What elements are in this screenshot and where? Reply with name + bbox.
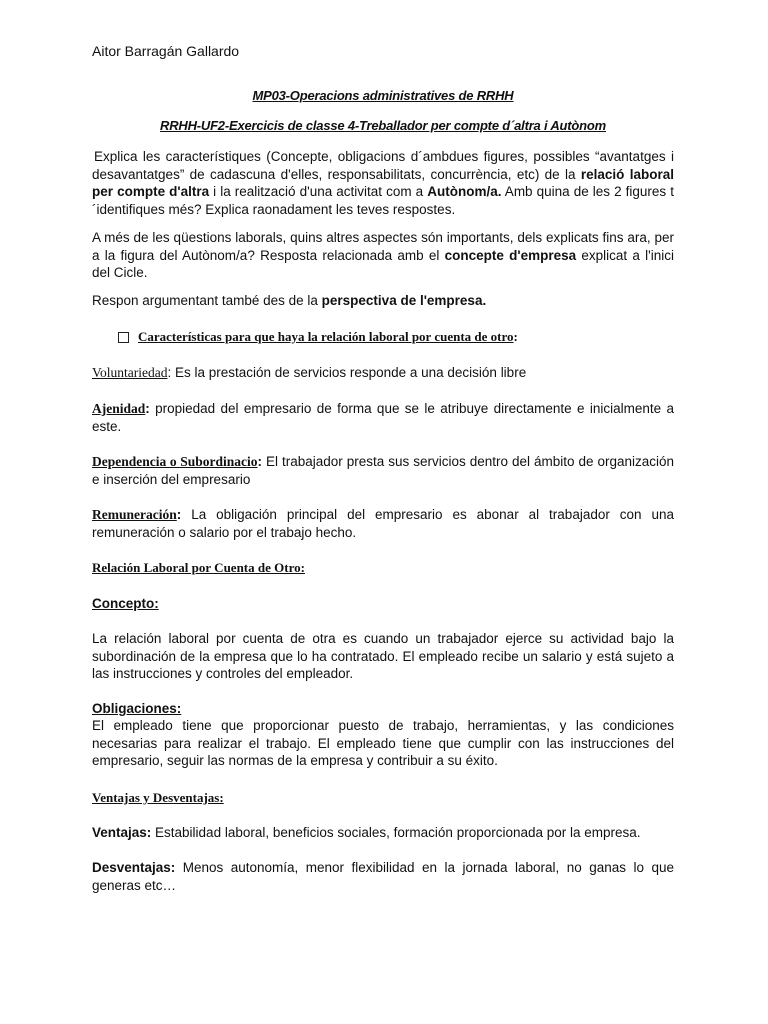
characteristic-term: Ajenidad	[92, 401, 146, 416]
intro-text: A més de les qüestions laborals, quins altres aspectes són importants, dels explicats fins ara, per a la figura del Autònom/a? Resposta relacionada amb el	[92, 230, 674, 263]
ventajas-label: Ventajas:	[92, 825, 152, 840]
intro-bold: perspectiva de l'empresa.	[321, 293, 487, 308]
characteristic-term: Dependencia o Subordinacio	[92, 454, 258, 469]
author-name: Aitor Barragán Gallardo	[92, 43, 240, 59]
intro-text: i la realització d'una activitat com a	[209, 184, 428, 199]
characteristics-heading: Características para que haya la relación laboral por cuenta de otro	[138, 329, 514, 344]
characteristic-item	[92, 400, 674, 435]
intro-paragraph-2	[92, 229, 674, 282]
intro-bold: Autònom/a.	[427, 184, 502, 199]
intro-bold: concepte d'empresa	[444, 247, 577, 263]
characteristic-sep: :	[176, 507, 192, 522]
intro-bold: relació laboral per compte d'altra	[92, 166, 674, 199]
obligaciones-text: El empleado tiene que proporcionar puesto de trabajo, herramientas, y las condiciones necesarias para realizar el trabajo. El empleado tiene que cumplir con las instrucciones del empresario, seguir las normas de la empresa y contribuir a su éxito.	[92, 718, 674, 768]
intro-paragraph-1	[92, 148, 674, 218]
characteristic-sep: :	[145, 401, 156, 416]
characteristic-item	[92, 453, 674, 488]
characteristic-sep: :	[167, 365, 175, 380]
checkbox-bullet-icon	[118, 332, 129, 343]
ventajas-item	[92, 824, 674, 842]
desventajas-label: Desventajas:	[92, 860, 176, 875]
characteristic-term: Voluntariedad	[92, 365, 168, 380]
exercise-title: RRHH-UF2-Exercicis de classe 4-Treballador per compte d´altra i Autònom	[160, 118, 606, 133]
concepto-heading: Concepto:	[92, 596, 159, 611]
relacion-heading: Relación Laboral por Cuenta de Otro:	[92, 560, 305, 575]
ventajas-text: Estabilidad laboral, beneficios sociales, formación proporcionada por la empresa.	[151, 825, 641, 840]
concepto-text: La relación laboral por cuenta de otra es cuando un trabajador ejerce su actividad bajo la subordinación de la empresa que lo ha contratado. El empleado recibe un salario y está sujeto a las instrucciones y controles del empleador.	[92, 631, 674, 681]
characteristics-heading-colon: :	[513, 329, 518, 344]
characteristic-text: propiedad del empresario de forma que se le atribuye directamente e inicialmente a este.	[92, 401, 674, 434]
characteristic-item	[92, 364, 674, 382]
intro-text: explicat a l'inici del Cicle.	[92, 247, 674, 280]
obligaciones-heading: Obligaciones:	[92, 701, 182, 716]
module-title: MP03-Operacions administratives de RRHH	[252, 88, 514, 103]
intro-paragraph-3	[92, 292, 674, 310]
characteristic-text: Es la prestación de servicios responde a una decisión libre	[175, 365, 527, 380]
desventajas-text: Menos autonomía, menor flexibilidad en la jornada laboral, no ganas lo que generas etc…	[92, 860, 674, 893]
intro-text: Respon argumentant també des de la	[92, 293, 322, 308]
characteristics-heading-row	[118, 329, 518, 345]
intro-text: Amb quina de les 2 figures t´identifiques més? Explica raonadament les teves respostes.	[92, 184, 674, 217]
ventajas-desventajas-heading: Ventajas y Desventajas:	[92, 790, 224, 805]
characteristic-text: La obligación principal del empresario es abonar al trabajador con una remuneración o salario por el trabajo hecho.	[92, 507, 674, 540]
intro-text: Explica les característiques (Concepte, obligacions d´ambdues figures, possibles “avantatges i desavantatges” de cadascuna d'elles, responsabilitats, concurrència, etc) de la	[92, 149, 674, 182]
characteristic-term: Remuneración	[92, 507, 177, 522]
characteristic-sep: :	[257, 454, 266, 469]
desventajas-item	[92, 859, 674, 894]
characteristic-item	[92, 506, 674, 541]
characteristic-text: El trabajador presta sus servicios dentro del ámbito de organización e inserción del empresario	[92, 454, 674, 487]
